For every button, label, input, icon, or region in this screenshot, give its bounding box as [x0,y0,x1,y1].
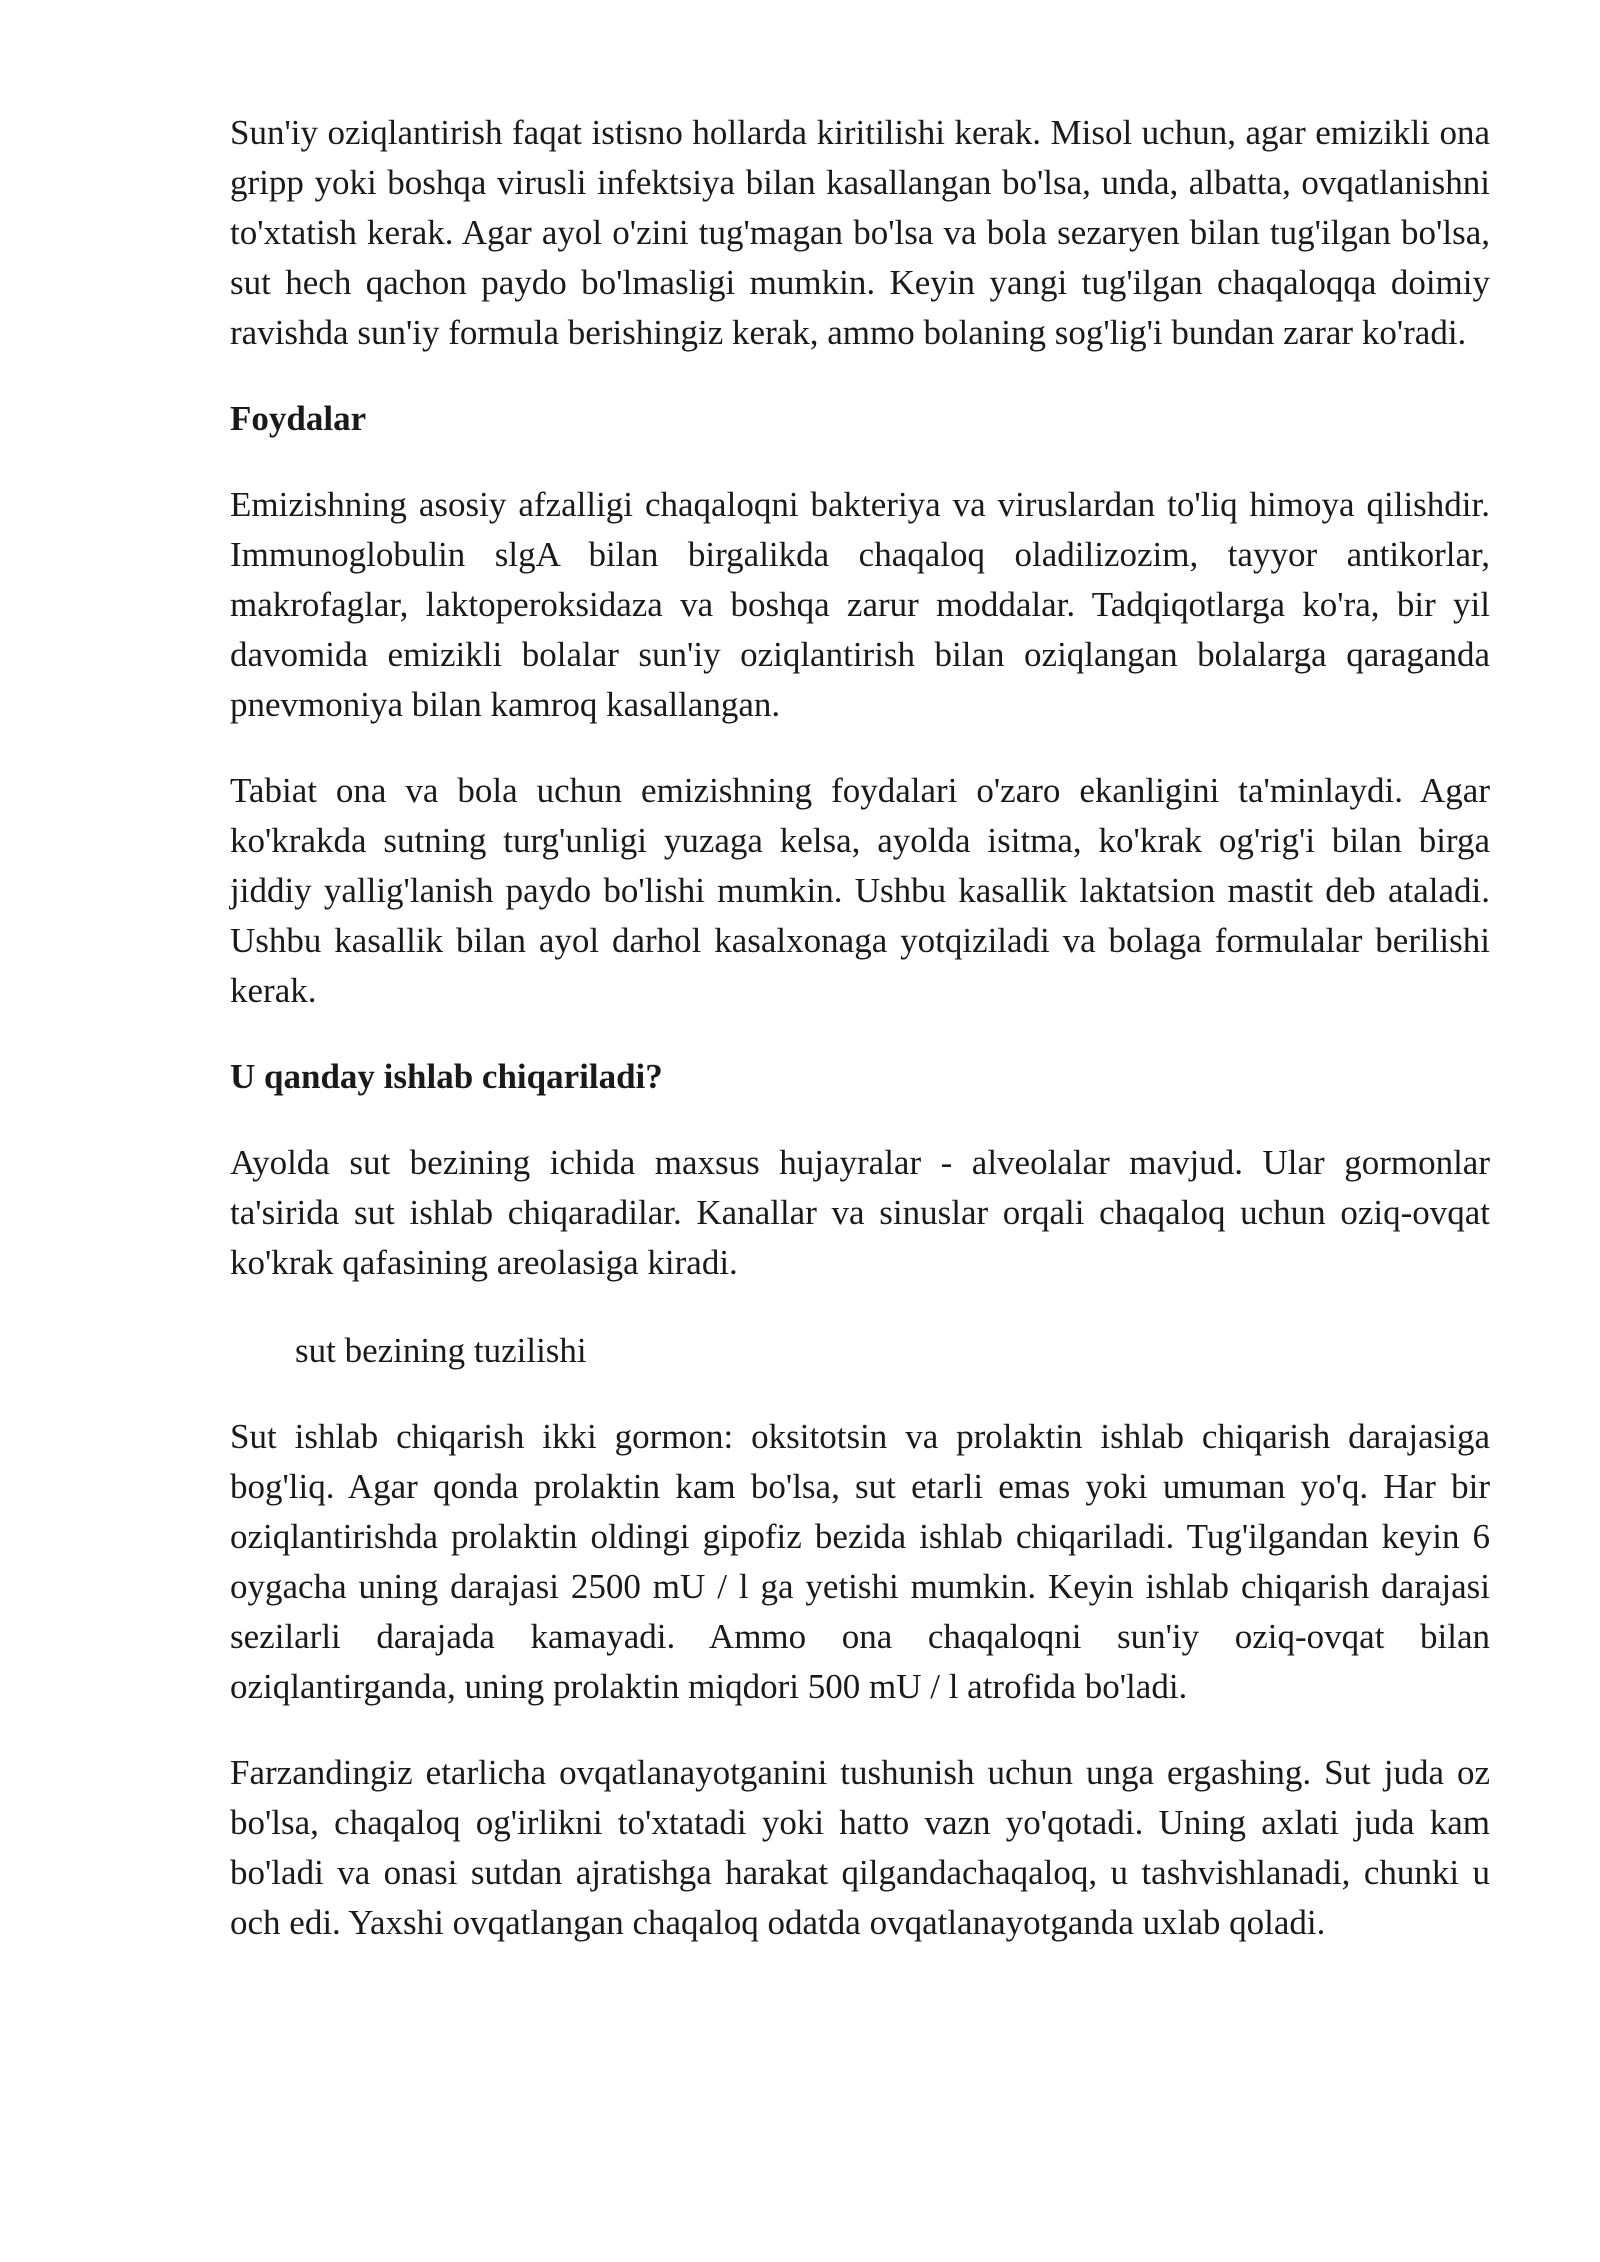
document-page [230,108,1490,1984]
paragraph-feeding-signs: Farzandingiz etarlicha ovqatlanayotganini tushunish uchun unga ergashing. Sut juda oz bo'lsa, chaqaloq og'irlikni to'xtatadi yoki hatto vazn yo'qotadi. Uning axlati juda kam bo'ladi va onasi sutdan ajratishga harakat qilgandachaqaloq, u tashvishlanadi, chunki u och edi. Yaxshi ovqatlangan chaqaloq odatda ovqatlanayotganda uxlab qoladi. [230,1753,1490,1942]
paragraph-breastfeeding-advantage: Emizishning asosiy afzalligi chaqaloqni bakteriya va viruslardan to'liq himoya qilishdir. Immunoglobulin slgA bilan birgalikda chaqaloq oladilizozim, tayyor antikorlar, makrofaglar, laktoperoksidaza va boshqa zarur moddalar. Tadqiqotlarga ko'ra, bir yil davomida emizikli bolalar sun'iy oziqlantirish bilan oziqlangan bolalarga qaraganda pnevmoniya bilan kamroq kasallangan. [230,485,1490,724]
paragraph-hormones: Sut ishlab chiqarish ikki gormon: oksitotsin va prolaktin ishlab chiqarish darajasiga bog'liq. Agar qonda prolaktin kam bo'lsa, sut etarli emas yoki umuman yo'q. Har bir oziqlantirishda prolaktin oldingi gipofiz bezida ishlab chiqariladi. Tug'ilgandan keyin 6 oygacha uning darajasi 2500 mU / l ga yetishi mumkin. Keyin ishlab chiqarish darajasi sezilarli darajada kamayadi. Ammo ona chaqaloqni sun'iy oziq-ovqat bilan oziqlantirganda, uning prolaktin miqdori 500 mU / l atrofida bo'ladi. [230,1417,1490,1706]
heading-benefits: Foydalar [230,399,367,438]
figure-caption: sut bezining tuzilishi [295,1331,587,1370]
paragraph-artificial-feeding: Sun'iy oziqlantirish faqat istisno hollarda kiritilishi kerak. Misol uchun, agar emizikli ona gripp yoki boshqa virusli infektsiya bilan kasallangan bo'lsa, unda, albatta, ovqatlanishni to'xtatish kerak. Agar ayol o'zini tug'magan bo'lsa va bola sezaryen bilan tug'ilgan bo'lsa, sut hech qachon paydo bo'lmasligi mumkin. Keyin yangi tug'ilgan chaqaloqqa doimiy ravishda sun'iy formula berishingiz kerak, ammo bolaning sog'lig'i bundan zarar ko'radi. [230,113,1490,352]
paragraph-mastitis: Tabiat ona va bola uchun emizishning foydalari o'zaro ekanligini ta'minlaydi. Agar ko'krakda sutning turg'unligi yuzaga kelsa, ayolda isitma, ko'krak og'rig'i bilan birga jiddiy yallig'lanish paydo bo'lishi mumkin. Ushbu kasallik laktatsion mastit deb ataladi. Ushbu kasallik bilan ayol darhol kasalxonaga yotqiziladi va bolaga formulalar berilishi kerak. [230,771,1490,1010]
heading-how-produced: U qanday ishlab chiqariladi? [230,1057,663,1096]
paragraph-alveoli: Ayolda sut bezining ichida maxsus hujayralar - alveolalar mavjud. Ular gormonlar ta'sirida sut ishlab chiqaradilar. Kanallar va sinuslar orqali chaqaloq uchun oziq-ovqat ko'krak qafasining areolasiga kiradi. [230,1143,1490,1282]
